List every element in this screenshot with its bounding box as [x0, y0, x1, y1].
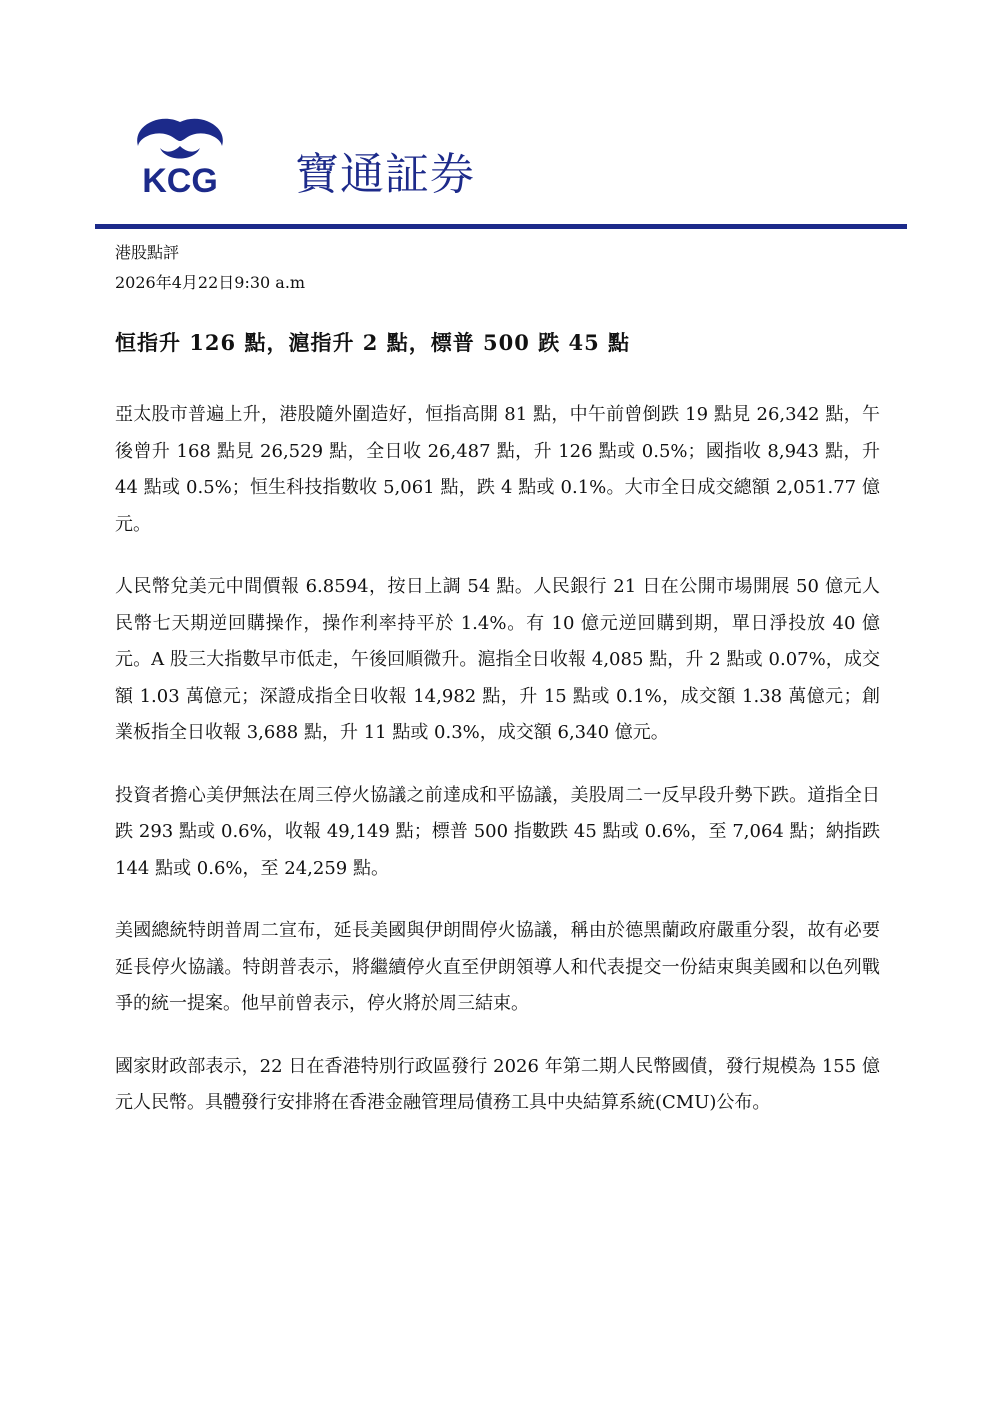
- report-datetime: 2026年4月22日9:30 a.m: [115, 273, 306, 292]
- kcg-logo-icon: [130, 108, 230, 198]
- paragraph: 投資者擔心美伊無法在周三停火協議之前達成和平協議，美股周二一反早段升勢下跌。道指全日跌 293 點或 0.6%，收報 49,149 點；標普 500 指數跌 45 點或 0.6%，至 7,064 點；納指跌 144 點或 0.6%，至 24,259 點。: [115, 784, 880, 879]
- headline: 恒指升 126 點，滬指升 2 點，標普 500 跌 45 點: [115, 330, 630, 355]
- paragraph: 國家財政部表示，22 日在香港特別行政區發行 2026 年第二期人民幣國債，發行規模為 155 億元人民幣。具體發行安排將在香港金融管理局債務工具中央結算系統(CMU)公布。: [115, 1055, 880, 1113]
- paragraph: 美國總統特朗普周二宣布，延長美國與伊朗間停火協議，稱由於德黑蘭政府嚴重分裂，故有必要延長停火協議。特朗普表示，將繼續停火直至伊朗領導人和代表提交一份結束與美國和以色列戰爭的統一提案。他早前曾表示，停火將於周三結束。: [115, 920, 880, 1014]
- company-name: 寶通証券: [295, 149, 475, 200]
- paragraph: 亞太股市普遍上升，港股隨外圍造好，恒指高開 81 點，中午前曾倒跌 19 點見 26,342 點，午後曾升 168 點見 26,529 點，全日收 26,487 點，升 126 點或 0.5%；國指收 8,943 點，升 44 點或 0.5%；恒生科技指數收 5,061 點，跌 4 點或 0.1%。大市全日成交總額 2,051.77 億元。: [115, 404, 880, 535]
- company-logo: [130, 108, 230, 198]
- paragraph: 人民幣兌美元中間價報 6.8594，按日上調 54 點。人民銀行 21 日在公開市場開展 50 億元人民幣七天期逆回購操作，操作利率持平於 1.4%。有 10 億元逆回購到期，單日淨投放 40 億元。A 股三大指數早市低走，午後回順微升。滬指全日收報 4,085 點，升 2 點或 0.07%，成交額 1.03 萬億元；深證成指全日收報 14,982 點，升 15 點或 0.1%，成交額 1.38 萬億元；創業板指全日收報 3,688 點，升 11 點或 0.3%，成交額 6,340 億元。: [115, 576, 880, 743]
- report-meta: [115, 238, 305, 298]
- article-body: [115, 397, 880, 1148]
- logo-text: KCG: [142, 162, 218, 198]
- report-category: 港股點評: [115, 243, 180, 262]
- header-divider: [95, 224, 907, 229]
